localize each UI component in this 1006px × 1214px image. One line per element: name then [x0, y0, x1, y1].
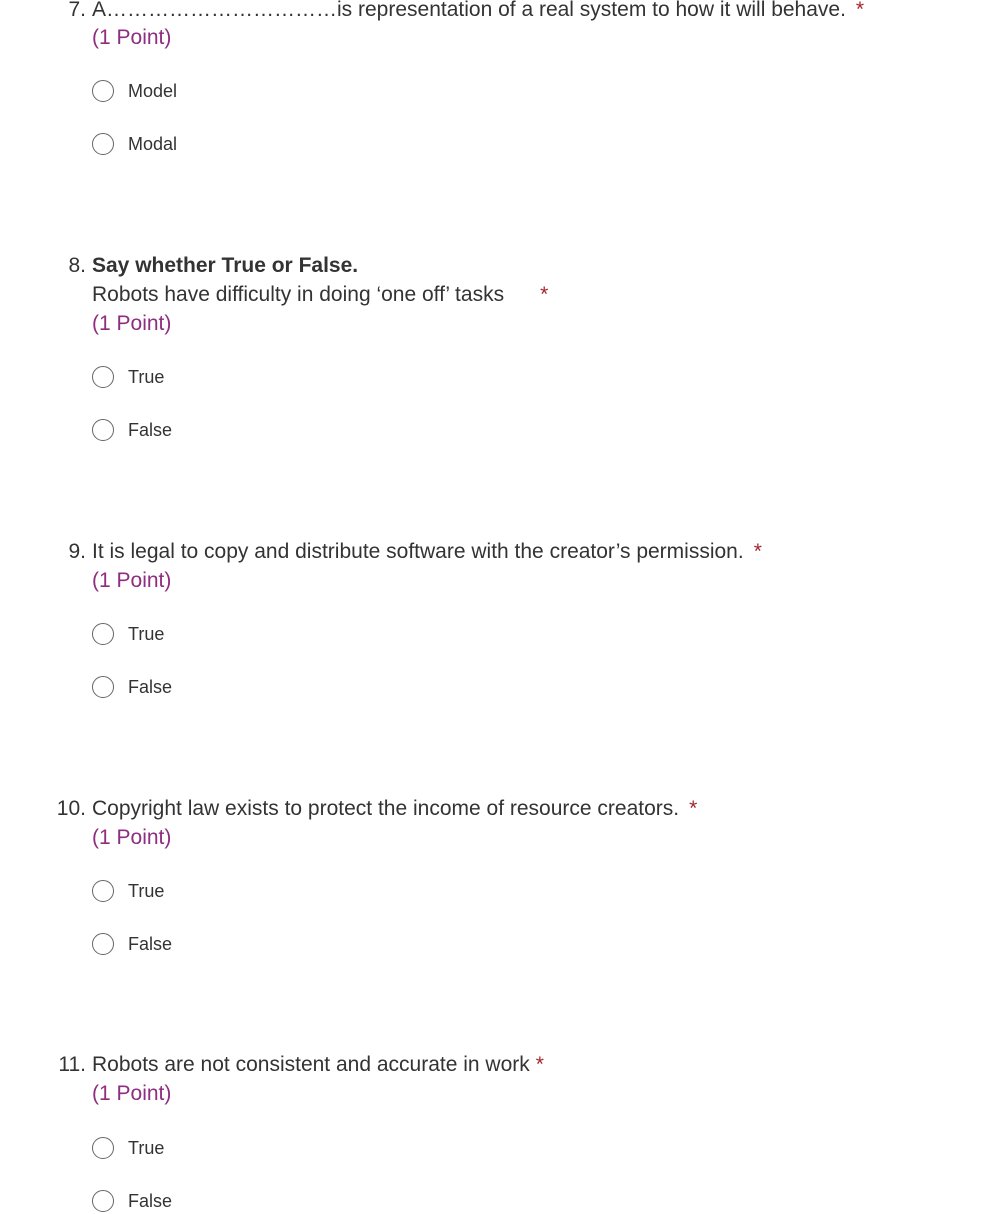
radio-button[interactable]: [92, 366, 114, 388]
option-label: False: [128, 676, 173, 697]
option-label: Modal: [128, 133, 178, 154]
radio-option[interactable]: [92, 1135, 164, 1161]
question-points: (1 Point): [92, 26, 172, 49]
question-number: 7.: [68, 0, 86, 21]
required-marker: *: [540, 283, 549, 306]
option-label: False: [128, 419, 173, 440]
radio-option[interactable]: [92, 1188, 172, 1214]
option-label: True: [128, 366, 165, 387]
option-label: True: [128, 880, 165, 901]
radio-option[interactable]: [92, 78, 177, 104]
question-text: It is legal to copy and distribute software with the creator’s permission. *: [92, 540, 762, 563]
radio-option[interactable]: [92, 621, 164, 647]
question-points: (1 Point): [92, 826, 172, 849]
option-label: False: [128, 933, 173, 954]
radio-option[interactable]: [92, 674, 172, 700]
question-points: (1 Point): [92, 312, 172, 335]
option-label: True: [128, 623, 165, 644]
radio-button[interactable]: [92, 133, 114, 155]
question-text: Say whether True or False.: [92, 254, 359, 277]
question-text: Robots are not consistent and accurate in work *: [92, 1053, 544, 1076]
question-number: 8.: [68, 254, 86, 277]
radio-button[interactable]: [92, 80, 114, 102]
radio-button[interactable]: [92, 1190, 114, 1212]
question-number: 10.: [56, 797, 86, 820]
required-marker: *: [689, 797, 698, 820]
question-points: (1 Point): [92, 1082, 172, 1105]
radio-button[interactable]: [92, 1137, 114, 1159]
option-label: False: [128, 1190, 173, 1211]
option-label: True: [128, 1137, 165, 1158]
radio-button[interactable]: [92, 419, 114, 441]
radio-button[interactable]: [92, 676, 114, 698]
radio-option[interactable]: [92, 131, 177, 157]
required-marker: *: [535, 1053, 544, 1076]
question-text: Copyright law exists to protect the income of resource creators. *: [92, 797, 698, 820]
required-marker: *: [753, 540, 762, 563]
question-text: A……………………………is representation of a real system to how it will behave. *: [92, 0, 865, 21]
radio-option[interactable]: [92, 878, 164, 904]
required-marker: *: [855, 0, 865, 21]
radio-button[interactable]: [92, 623, 114, 645]
question-number: 9.: [68, 540, 86, 563]
radio-option[interactable]: [92, 417, 172, 443]
radio-button[interactable]: [92, 880, 114, 902]
option-label: Model: [128, 80, 178, 101]
question-number: 11.: [58, 1053, 86, 1076]
radio-button[interactable]: [92, 933, 114, 955]
question-subtext: Robots have difficulty in doing ‘one off’ tasks *: [92, 283, 549, 306]
radio-option[interactable]: [92, 931, 172, 957]
radio-option[interactable]: [92, 364, 164, 390]
question-points: (1 Point): [92, 569, 172, 592]
